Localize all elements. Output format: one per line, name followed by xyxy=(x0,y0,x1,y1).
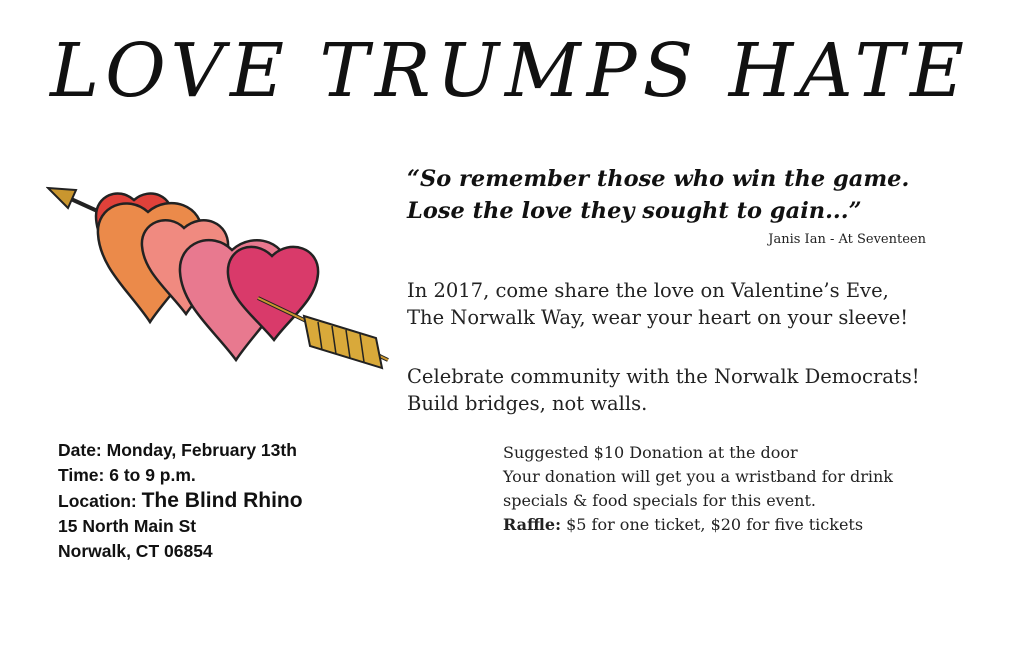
donation-line: Your donation will get you a wristband for drink xyxy=(503,467,893,486)
event-street: 15 North Main St xyxy=(58,516,197,536)
venue-name: The Blind Rhino xyxy=(141,489,303,512)
raffle-text: $5 for one ticket, $20 for five tickets xyxy=(560,515,864,534)
event-date: Date: Monday, February 13th xyxy=(58,440,297,460)
event-city: Norwalk, CT 06854 xyxy=(58,541,213,561)
quote-line: “So remember those who win the game. xyxy=(407,166,910,192)
event-location xyxy=(58,488,398,514)
paragraph-line: Build bridges, not walls. xyxy=(407,392,648,415)
location-label: Location: xyxy=(58,491,142,511)
paragraph-line: The Norwalk Way, wear your heart on your sleeve! xyxy=(407,306,909,329)
event-time: Time: 6 to 9 p.m. xyxy=(58,465,196,485)
quote-block xyxy=(407,163,967,227)
paragraph-line: Celebrate community with the Norwalk Democrats! xyxy=(407,365,920,388)
donation-line: specials & food specials for this event. xyxy=(503,491,816,510)
quote-line: Lose the love they sought to gain...” xyxy=(407,198,862,224)
raffle-label: Raffle: xyxy=(503,515,561,534)
invitation-paragraph xyxy=(407,277,977,331)
raffle-line xyxy=(503,513,963,537)
donation-line: Suggested $10 Donation at the door xyxy=(503,443,798,462)
page-title: LOVE TRUMPS HATE xyxy=(50,28,971,114)
paragraph-line: In 2017, come share the love on Valentine’s Eve, xyxy=(407,279,889,302)
quote-attribution: Janis Ian - At Seventeen xyxy=(768,232,926,247)
community-paragraph xyxy=(407,363,977,417)
hearts-with-arrow-icon xyxy=(46,176,396,386)
event-details xyxy=(58,438,398,564)
donation-info xyxy=(503,441,963,537)
